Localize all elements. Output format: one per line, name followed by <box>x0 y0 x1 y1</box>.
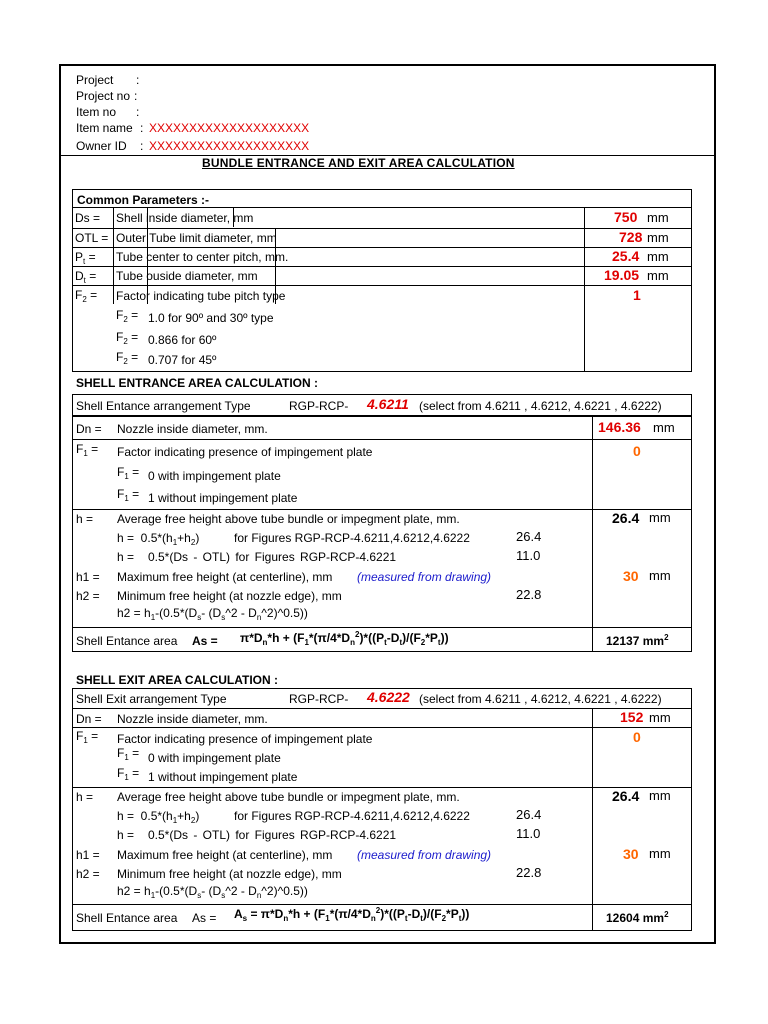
dt-symbol: $D_t$ = <box>75 269 97 285</box>
owner-id-value: XXXXXXXXXXXXXXXXXXXX <box>149 139 310 153</box>
exit-dn-unit: mm <box>649 710 671 725</box>
exit-f1-value: 0 <box>633 729 641 745</box>
row-line <box>72 787 692 788</box>
exit-f1-opt0: 0 with impingement plate <box>148 751 281 765</box>
otl-symbol: OTL = <box>75 231 109 245</box>
f2-option-2-symbol: $F_2$ = <box>116 330 139 346</box>
exit-f1-symbol: $F_1$ = <box>76 729 99 745</box>
entrance-h1-description: Maximum free height (at centerline), mm <box>117 570 333 584</box>
entrance-area-as: As = <box>192 634 218 648</box>
exit-h1-symbol: h1 = <box>76 848 100 862</box>
exit-rgp-prefix: RGP-RCP- <box>289 692 349 706</box>
entrance-h2-value: 22.8 <box>516 587 542 602</box>
pt-unit: mm <box>647 249 669 264</box>
f2-option-2-text: 0.866 for 60º <box>148 333 217 347</box>
exit-h-unit: mm <box>649 788 671 803</box>
exit-area-label: Shell Entance area <box>76 911 178 925</box>
exit-f1-opt0-symbol: $F_1$ = <box>117 746 140 762</box>
col-line <box>592 416 593 652</box>
exit-h-formula-1-value: 26.4 <box>516 807 542 822</box>
ds-symbol: Ds = <box>75 211 101 225</box>
entrance-h-value: 26.4 <box>612 510 640 526</box>
entrance-h-unit: mm <box>649 510 671 525</box>
project-label: Project <box>76 73 114 87</box>
row-line <box>72 207 692 208</box>
exit-h-formula-1: $h = 0.5*(h_1+h_2)$ <box>117 809 200 825</box>
pt-symbol: $P_t$ = <box>75 250 96 266</box>
exit-h2-description: Minimum free height (at nozzle edge), mm <box>117 867 342 881</box>
entrance-f1-symbol: $F_1$ = <box>76 442 99 458</box>
item-name-colon: : <box>140 121 144 135</box>
entrance-arrangement-label: Shell Entance arrangement Type <box>76 399 251 413</box>
row-line <box>72 904 692 905</box>
entrance-area-formula: $\pi*D_n*h + (F_1*(\pi/4*D_n^2)*((P_t-D_t)/(F_2*P_t))$ <box>240 630 449 647</box>
exit-h-description: Average free height above tube bundle or impegment plate, mm. <box>117 790 460 804</box>
row-line <box>72 266 692 267</box>
exit-h-formula-2-symbol: h = <box>117 828 135 842</box>
entrance-area-label: Shell Entance area <box>76 634 178 648</box>
exit-h1-unit: mm <box>649 846 671 861</box>
entrance-dn-description: Nozzle inside diameter, mm. <box>117 422 268 436</box>
row-line <box>72 228 692 229</box>
exit-measured-note: (measured from drawing) <box>357 848 492 862</box>
pt-value: 25.4 <box>612 248 640 264</box>
exit-select-note: (select from 4.6211 , 4.6212, 4.6221 , 4.6222) <box>419 692 662 706</box>
entrance-f1-value: 0 <box>633 443 641 459</box>
exit-area-as: As = <box>192 911 217 925</box>
f2-option-1-symbol: $F_2$ = <box>116 308 139 324</box>
otl-unit: mm <box>647 230 669 245</box>
row-line <box>72 627 692 628</box>
row-line <box>72 285 692 286</box>
exit-dn-description: Nozzle inside diameter, mm. <box>117 712 268 726</box>
f2-value: 1 <box>633 287 641 303</box>
otl-description: Outer Tube limit diameter, mm <box>116 231 277 245</box>
exit-arrangement-label: Shell Exit arrangement Type <box>76 692 227 706</box>
entrance-arrangement-value[interactable]: 4.6211 <box>367 396 409 412</box>
exit-h1-description: Maximum free height (at centerline), mm <box>117 848 333 862</box>
entrance-h-formula-1-value: 26.4 <box>516 529 542 544</box>
exit-h-symbol: h = <box>76 790 94 804</box>
entrance-h2-symbol: h2 = <box>76 589 100 603</box>
entrance-rgp-prefix: RGP-RCP- <box>289 399 349 413</box>
f2-option-3-text: 0.707 for 45º <box>148 353 217 367</box>
entrance-f1-opt0: 0 with impingement plate <box>148 469 281 483</box>
entrance-heading: SHELL ENTRANCE AREA CALCULATION : <box>76 376 318 390</box>
dt-value: 19.05 <box>604 267 640 283</box>
page-title: BUNDLE ENTRANCE AND EXIT AREA CALCULATION <box>202 156 515 170</box>
entrance-h-symbol: h = <box>76 512 94 526</box>
exit-f1-opt1-symbol: $F_1$ = <box>117 766 140 782</box>
exit-h1-value: 30 <box>623 846 639 862</box>
col-line <box>592 708 593 931</box>
exit-heading: SHELL EXIT AREA CALCULATION : <box>76 673 278 687</box>
entrance-dn-value: 146.36 <box>598 419 641 435</box>
exit-h-formula-2-value: 11.0 <box>516 826 541 841</box>
exit-area-formula: $A_s = \pi*D_n*h + (F_1*(\pi/4*D_n^2)*((P_t-D_t)/(F_2*P_t))$ <box>234 906 470 923</box>
ds-value: 750 <box>614 209 638 225</box>
exit-arrangement-value[interactable]: 4.6222 <box>367 689 410 705</box>
entrance-select-note: (select from 4.6211 , 4.6212, 4.6221 , 4.6222) <box>419 399 662 413</box>
entrance-measured-note: (measured from drawing) <box>357 570 492 584</box>
f2-option-1-text: 1.0 for 90º and 30º type <box>148 311 274 325</box>
entrance-area-result: 12137 $mm^2$ <box>606 633 669 648</box>
exit-h2-formula: $h2 = h_1-(0.5*(D_s-$ ($D_s\^{}2$ - $D_n\^{}2)\^{}0.5$)) <box>117 884 308 900</box>
item-no-label: Item no <box>76 105 117 119</box>
entrance-h2-description: Minimum free height (at nozzle edge), mm <box>117 589 342 603</box>
entrance-h-formula-1: $h = 0.5*(h_1+h_2)$ <box>117 531 200 547</box>
row-line <box>72 727 692 728</box>
entrance-dn-unit: mm <box>653 420 675 435</box>
entrance-h1-unit: mm <box>649 568 671 583</box>
owner-id-colon: : <box>140 139 144 153</box>
ds-description: Shell inside diameter, mm <box>116 211 254 225</box>
entrance-h-formula-2-symbol: h = <box>117 550 135 564</box>
row-line <box>72 509 692 510</box>
row-line <box>72 247 692 248</box>
exit-f1-opt1: 1 without impingement plate <box>148 770 298 784</box>
otl-value: 728 <box>619 229 643 245</box>
entrance-h-description: Average free height above tube bundle or impegment plate, mm. <box>117 512 460 526</box>
dt-description: Tube ouside diameter, mm <box>116 269 258 283</box>
f2-symbol: $F_2$ = <box>75 288 98 304</box>
f2-description: Factor indicating tube pitch type <box>116 289 286 303</box>
entrance-f1-opt1-symbol: $F_1$ = <box>117 487 140 503</box>
item-name-label: Item name <box>76 121 133 135</box>
exit-h2-symbol: h2 = <box>76 867 100 881</box>
entrance-h-formula-2-value: 11.0 <box>516 548 541 563</box>
f2-option-3-symbol: $F_2$ = <box>116 350 139 366</box>
dt-unit: mm <box>647 268 669 283</box>
item-name-value: XXXXXXXXXXXXXXXXXXXX <box>149 121 310 135</box>
ds-unit: mm <box>647 210 669 225</box>
entrance-h-formula-2: 0.5*(Ds - OTL) for Figures RGP-RCP-4.6221 <box>148 550 397 564</box>
entrance-f1-opt1: 1 without impingement plate <box>148 491 298 505</box>
project-no-label: Project no <box>76 89 131 103</box>
row-line <box>72 708 692 709</box>
exit-h-formula-1-for: for Figures RGP-RCP-4.6211,4.6212,4.6222 <box>234 809 470 823</box>
owner-id-label: Owner ID <box>76 139 127 153</box>
project-no-colon: : <box>134 89 138 103</box>
pt-description: Tube center to center pitch, mm. <box>116 250 289 264</box>
exit-h-value: 26.4 <box>612 788 640 804</box>
entrance-f1-description: Factor indicating presence of impingement plate <box>117 445 373 459</box>
entrance-h1-symbol: h1 = <box>76 570 100 584</box>
item-no-colon: : <box>136 105 140 119</box>
col-line <box>113 207 114 304</box>
exit-dn-value: 152 <box>620 709 644 725</box>
project-colon: : <box>136 73 140 87</box>
entrance-f1-opt0-symbol: $F_1$ = <box>117 465 140 481</box>
exit-dn-symbol: Dn = <box>76 712 102 726</box>
entrance-h-formula-1-for: for Figures RGP-RCP-4.6211,4.6212,4.6222 <box>234 531 470 545</box>
exit-f1-description: Factor indicating presence of impingement plate <box>117 732 373 746</box>
entrance-h1-value: 30 <box>623 568 639 584</box>
exit-h-formula-2: 0.5*(Ds - OTL) for Figures RGP-RCP-4.6221 <box>148 828 397 842</box>
exit-area-result: 12604 $mm^2$ <box>606 910 669 925</box>
row-line <box>72 439 692 440</box>
common-heading: Common Parameters :- <box>77 193 210 207</box>
entrance-h2-formula: $h2 = h_1-(0.5*(D_s-$ ($D_s\^{}2$ - $D_n\^{}2)\^{}0.5$)) <box>117 606 308 622</box>
exit-h2-value: 22.8 <box>516 865 542 880</box>
col-line <box>584 207 585 372</box>
entrance-dn-symbol: Dn = <box>76 422 102 436</box>
